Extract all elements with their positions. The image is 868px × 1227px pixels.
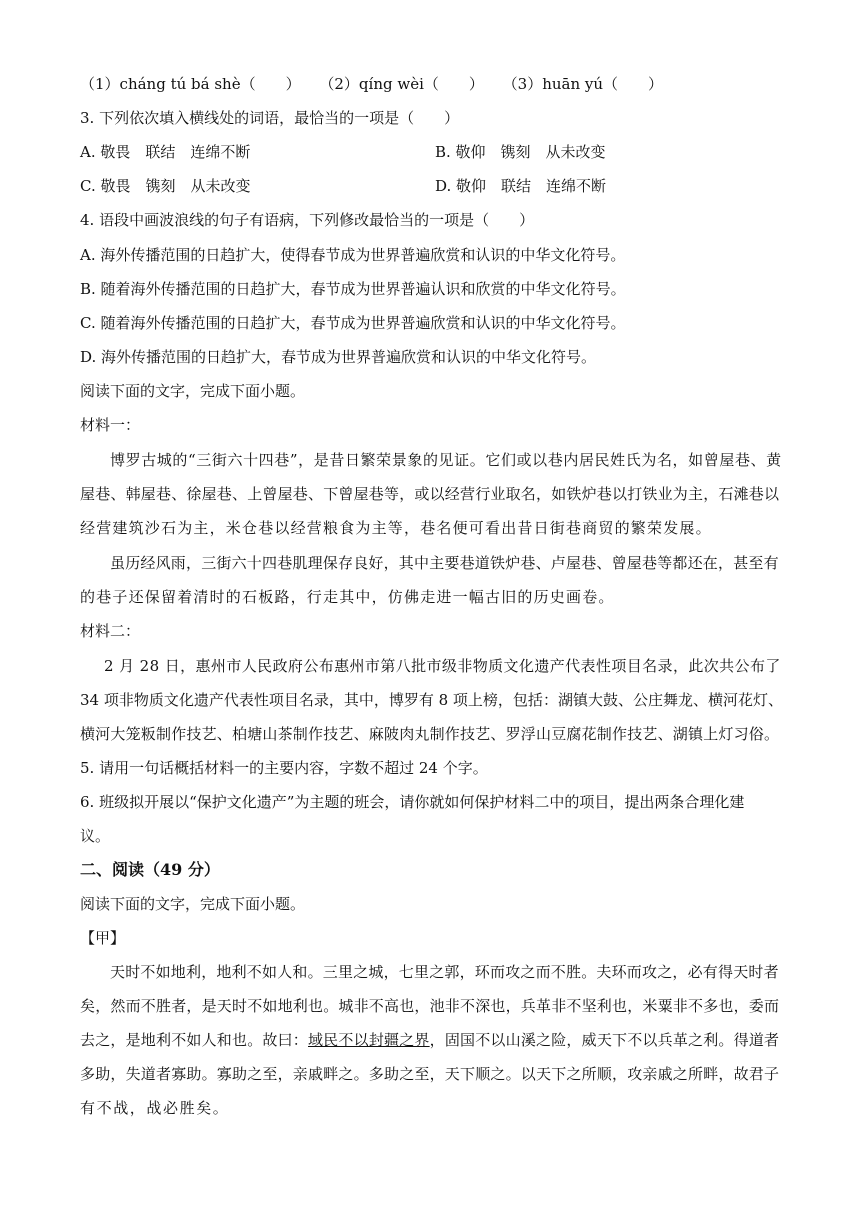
q3-stem: 3. 下列依次填入横线处的词语，最恰当的一项是（ ） [80,109,460,127]
q3-option-c: C. 敬畏 镌刻 从未改变 [80,177,251,195]
material2-line3: 横河大笼粄制作技艺、柏塘山茶制作技艺、麻陂肉丸制作技艺、罗浮山豆腐花制作技艺、湖镇上灯习俗。 [80,725,780,743]
q3-options-row-2 [80,176,784,196]
pinyin-item-2: （2）qíng wèi（ ） [319,75,484,93]
q4-stem: 4. 语段中画波浪线的句子有语病，下列修改最恰当的一项是（ ） [80,211,535,229]
material1-p1-line1: 博罗古城的“三街六十四巷”，是昔日繁荣景象的见证。它们或以巷内居民姓氏为名，如曾屋巷、黄 [110,451,782,469]
jia-line3-end: ，固国不以山溪之险，威天下不以兵革之利。得道者 [429,1031,780,1049]
underlined-sentence: 域民不以封疆之界 [308,1031,430,1049]
q6-stem-line1: 6. 班级拟开展以“保护文化遗产”为主题的班会，请你就如何保护材料二中的项目，提出两条合理化建 [80,793,745,811]
material1-label: 材料一： [80,416,141,434]
pinyin-item-1: （1）cháng tú bá shè（ ） [80,75,301,93]
jia-line3-start: 去之，是地利不如人和也。故曰： [80,1031,309,1049]
section-2-title: 二、阅读（49 分） [80,860,220,879]
jia-line2: 矣，然而不胜者，是天时不如地利也。城非不高也，池非不深也，兵革非不坚利也，米粟非不多也，委而 [80,997,780,1015]
q4-option-c: C. 随着海外传播范围的日趋扩大，春节成为世界普遍欣赏和认识的中华文化符号。 [80,314,626,332]
jia-label: 【甲】 [80,929,126,947]
material2-line1: 2 月 28 日，惠州市人民政府公布惠州市第八批市级非物质文化遗产代表性项目名录，此次共公布了 [104,657,781,675]
q4-option-d: D. 海外传播范围的日趋扩大，春节成为世界普遍欣赏和认识的中华文化符号。 [80,348,597,366]
material1-p2-line2: 的巷子还保留着清时的石板路，行走其中，仿佛走进一幅古旧的历史画卷。 [80,588,615,606]
q6-stem-line2: 议。 [80,827,111,845]
material1-p1-line2: 屋巷、韩屋巷、徐屋巷、上曾屋巷、下曾屋巷等，或以经营行业取名，如铁炉巷以打铁业为主，石滩巷以 [80,485,780,503]
jia-line1: 天时不如地利，地利不如人和。三里之城，七里之郭，环而攻之而不胜。夫环而攻之，必有得天时者 [110,963,779,981]
material1-p2-line1: 虽历经风雨，三街六十四巷肌理保存良好，其中主要巷道铁炉巷、卢屋巷、曾屋巷等都还在，甚至有 [110,554,779,572]
material1-p1-line3: 经营建筑沙石为主，米仓巷以经营粮食为主等，巷名便可看出昔日街巷商贸的繁荣发展。 [80,519,712,537]
pinyin-items [80,74,784,94]
jia-line5: 有不战，战必胜矣。 [80,1099,230,1117]
jia-line3 [80,1030,784,1050]
material2-line2: 34 项非物质文化遗产代表性项目名录，其中，博罗有 8 项上榜，包括：湖镇大鼓、公庄舞龙、横河花灯、 [80,691,783,709]
q3-option-b: B. 敬仰 镌刻 从未改变 [435,143,606,161]
jia-line4: 多助，失道者寡助。寡助之至，亲戚畔之。多助之至，天下顺之。以天下之所顺，攻亲戚之所畔，故君子 [80,1065,780,1083]
material2-label: 材料二： [80,622,141,640]
q3-option-d: D. 敬仰 联结 连绵不断 [435,177,607,195]
q3-option-a: A. 敬畏 联结 连绵不断 [80,143,251,161]
q3-options-row-1 [80,142,784,162]
q4-option-b: B. 随着海外传播范围的日趋扩大，春节成为世界普遍认识和欣赏的中华文化符号。 [80,280,626,298]
q4-option-a: A. 海外传播范围的日趋扩大，使得春节成为世界普遍欣赏和认识的中华文化符号。 [80,246,626,264]
q5-stem: 5. 请用一句话概括材料一的主要内容，字数不超过 24 个字。 [80,759,488,777]
pinyin-item-3: （3）huān yú（ ） [502,75,664,93]
reading-intro-2: 阅读下面的文字，完成下面小题。 [80,895,306,913]
reading-intro-1: 阅读下面的文字，完成下面小题。 [80,382,306,400]
